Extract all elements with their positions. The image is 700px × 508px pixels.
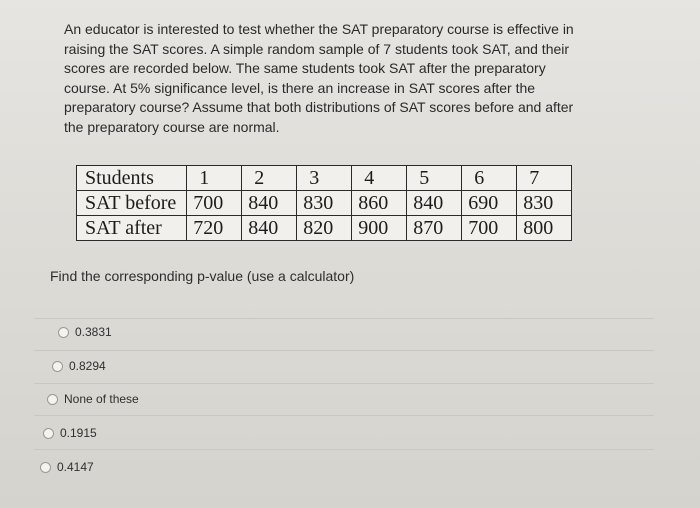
question-line: scores are recorded below. The same students took SAT after the preparatory: [64, 60, 546, 77]
table-cell: 870: [407, 216, 462, 241]
option-label: 0.3831: [75, 325, 112, 339]
answer-option[interactable]: [52, 359, 106, 373]
table-cell: 4: [352, 166, 407, 191]
radio-button[interactable]: [58, 327, 69, 338]
question-line: course. At 5% significance level, is there an increase in SAT scores after the: [64, 79, 536, 96]
divider: [34, 415, 654, 416]
table-cell: 700: [462, 216, 517, 241]
question-line: the preparatory course are normal.: [64, 118, 280, 135]
table-cell: 690: [462, 191, 517, 216]
option-label: 0.4147: [57, 460, 94, 474]
table-cell: 840: [407, 191, 462, 216]
row-header: SAT before: [77, 191, 187, 216]
radio-button[interactable]: [40, 462, 51, 473]
question-prompt: Find the corresponding p-value (use a calculator): [50, 268, 355, 284]
table-cell: 900: [352, 216, 407, 241]
table-cell: 820: [297, 216, 352, 241]
table-row-sat-after: [77, 216, 572, 241]
divider: [34, 383, 654, 384]
option-label: None of these: [64, 392, 139, 406]
radio-button[interactable]: [43, 428, 54, 439]
radio-button[interactable]: [52, 361, 63, 372]
table-cell: 830: [517, 191, 572, 216]
table-cell: 2: [242, 166, 297, 191]
row-header: Students: [77, 166, 187, 191]
table-cell: 830: [297, 191, 352, 216]
table-cell: 7: [517, 166, 572, 191]
table-cell: 5: [407, 166, 462, 191]
table-cell: 840: [242, 191, 297, 216]
option-label: 0.8294: [69, 359, 106, 373]
table-cell: 3: [297, 166, 352, 191]
table-cell: 700: [187, 191, 242, 216]
answer-option[interactable]: [40, 460, 94, 474]
option-label: 0.1915: [60, 426, 97, 440]
row-header: SAT after: [77, 216, 187, 241]
question-line: preparatory course? Assume that both distributions of SAT scores before and after: [64, 99, 574, 116]
question-text: [64, 20, 644, 138]
divider: [34, 449, 654, 450]
table-row-sat-before: [77, 191, 572, 216]
question-line: An educator is interested to test whether the SAT preparatory course is effective in: [64, 21, 574, 37]
table-cell: 840: [242, 216, 297, 241]
table-cell: 800: [517, 216, 572, 241]
table-cell: 6: [462, 166, 517, 191]
table-cell: 1: [187, 166, 242, 191]
answer-option[interactable]: [58, 325, 112, 339]
answer-option[interactable]: [43, 426, 97, 440]
table-cell: 860: [352, 191, 407, 216]
answer-option[interactable]: [47, 392, 139, 406]
divider: [34, 350, 654, 351]
table-cell: 720: [187, 216, 242, 241]
radio-button[interactable]: [47, 394, 58, 405]
divider: [34, 318, 654, 319]
sat-scores-table: [76, 165, 572, 241]
table-row-students: [77, 166, 572, 191]
question-line: raising the SAT scores. A simple random sample of 7 students took SAT, and their: [64, 40, 570, 57]
